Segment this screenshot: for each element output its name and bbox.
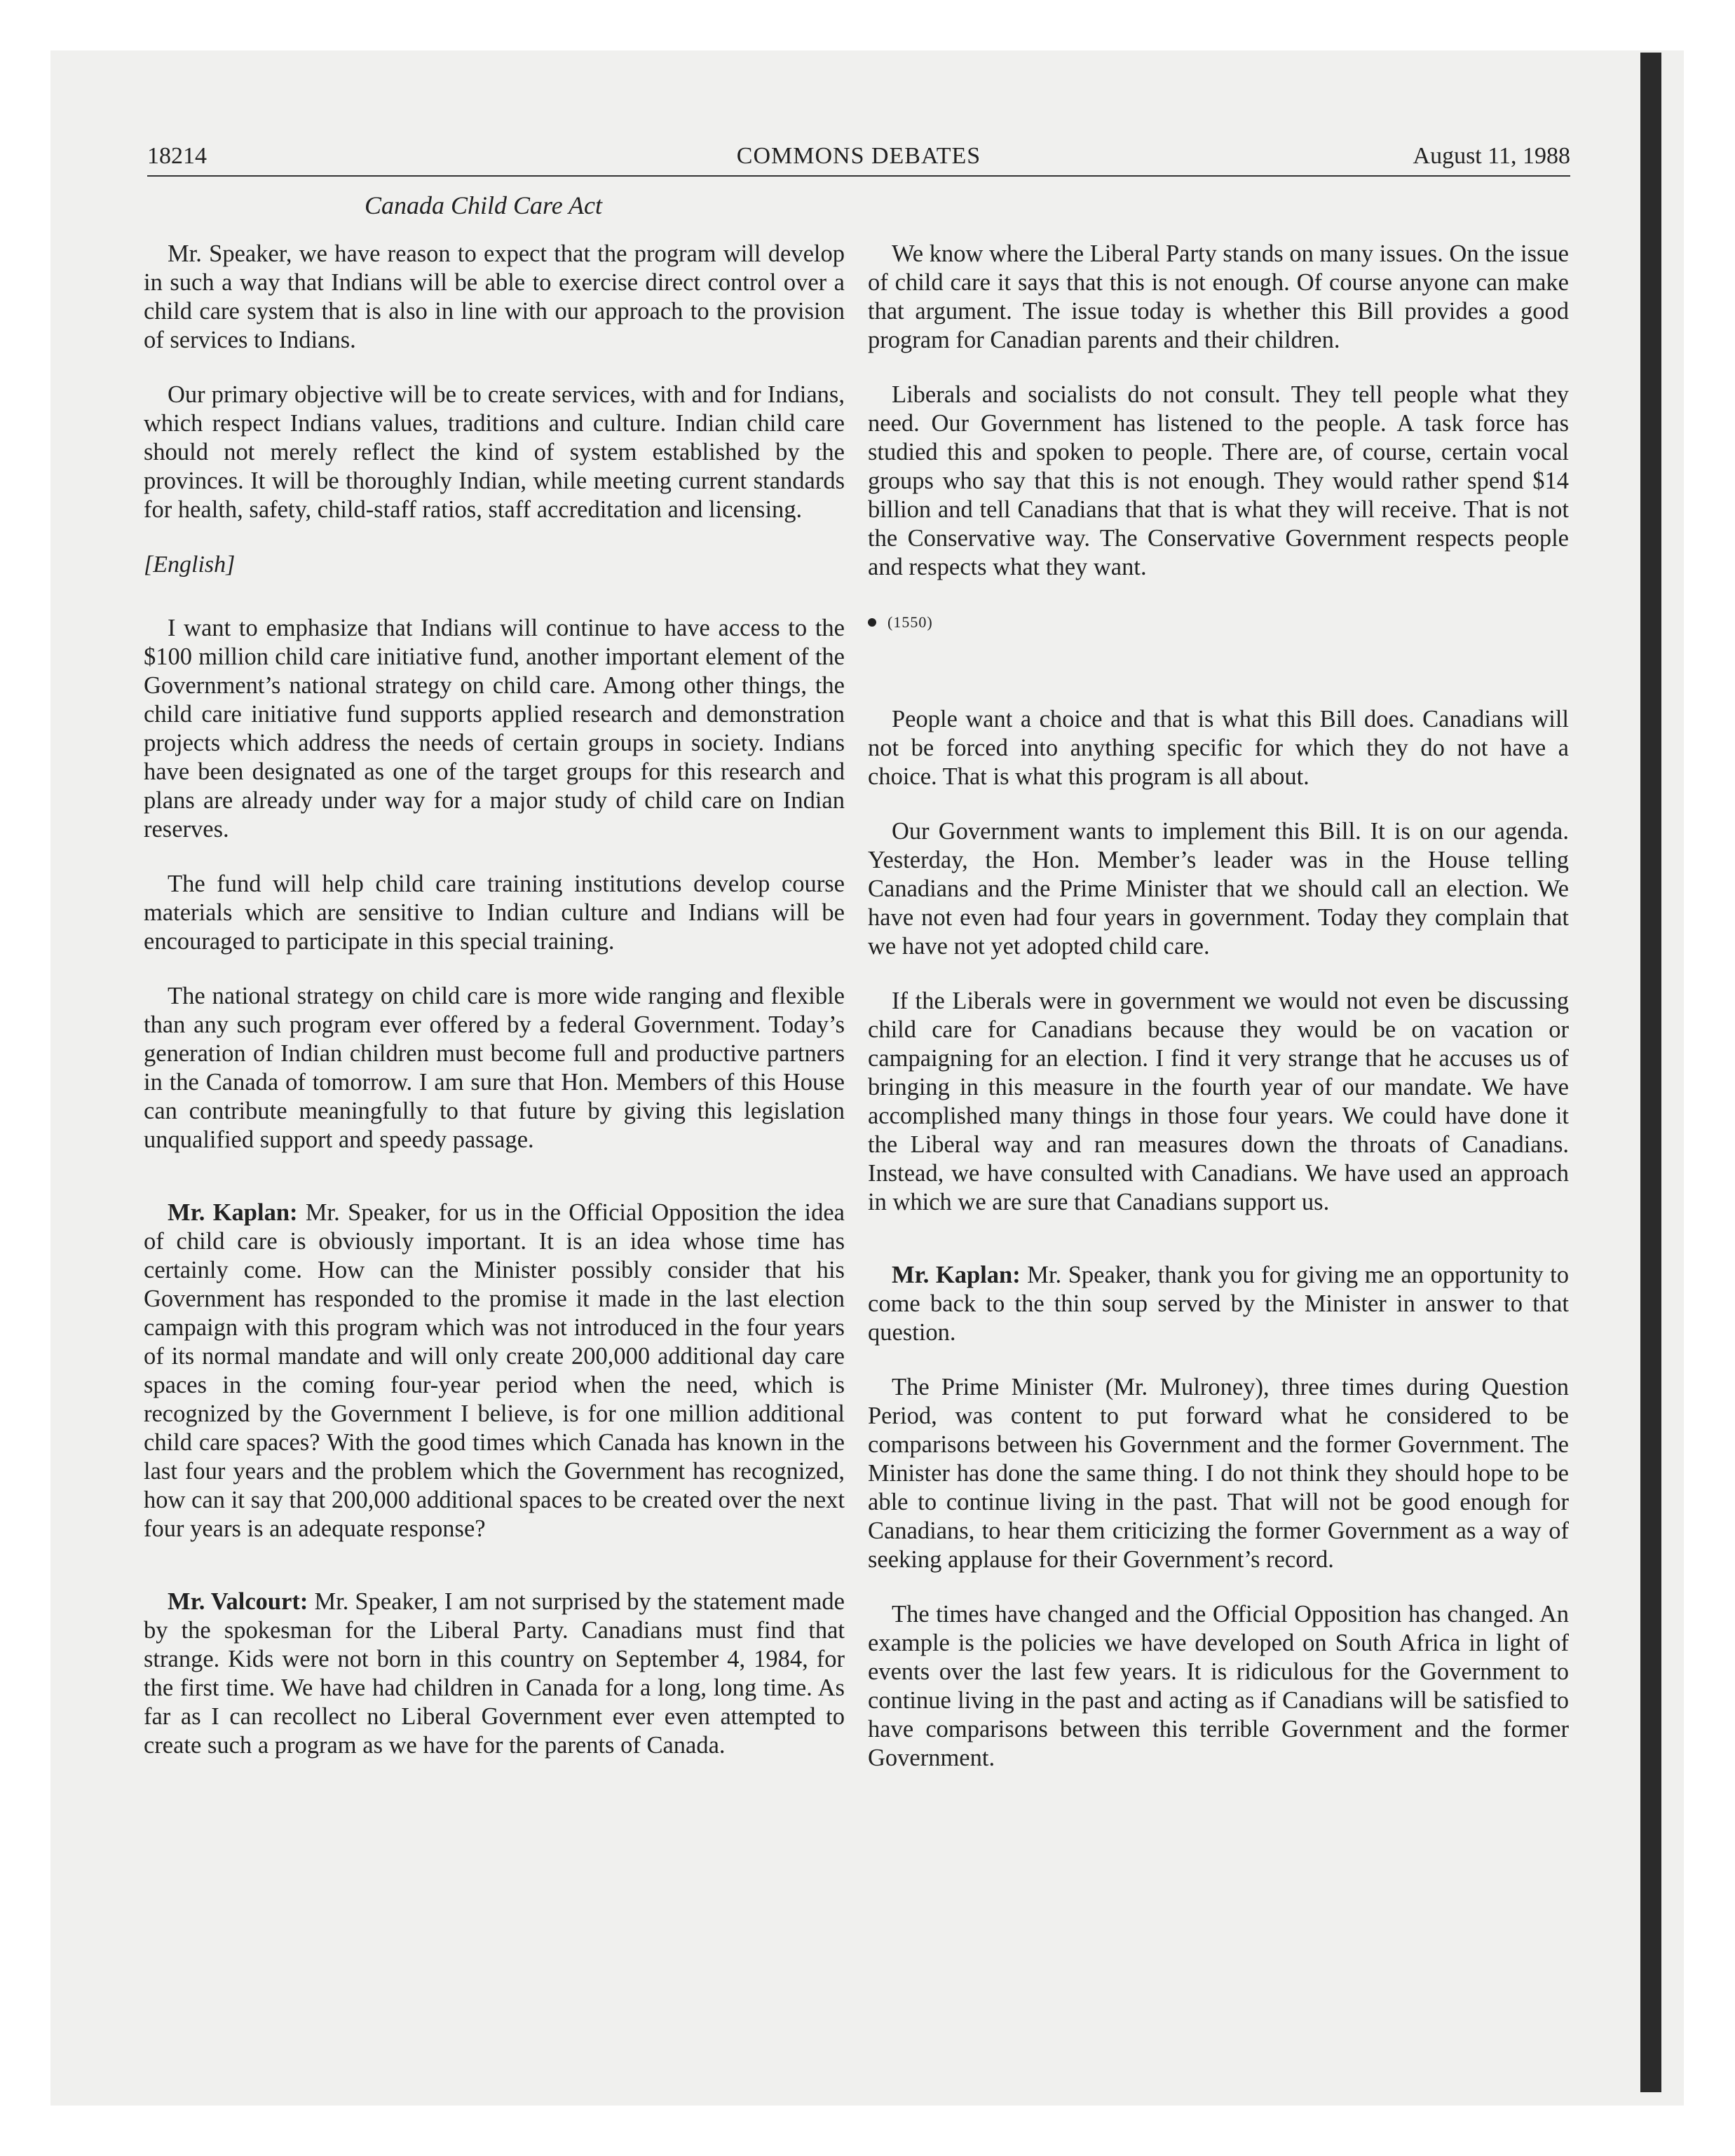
spacer — [144, 1569, 845, 1588]
page-header — [147, 140, 1570, 177]
speech-text: Mr. Speaker, thank you for giving me an opportunity to come back to the thin soup served by the Minister in answer to that question. — [868, 1262, 1569, 1346]
paragraph: Liberals and socialists do not consult. They tell people what they need. Our Government has listened to the people. A task force has studied this and spoken to people. There are, of course, certain vocal groups who say that this is not enough. They would rather spend $14 billion and tell Canadians that that is what they will receive. That is not the Conservative way. The Conservative Government respects people and respects what they want. — [868, 381, 1569, 580]
right-column — [868, 240, 1569, 1799]
paragraph: Mr. Speaker, we have reason to expect that the program will develop in such a way that Indians will be able to exercise direct control over a child care system that is also in line with our approach to the provision of services to Indians. — [144, 240, 845, 353]
paragraph: I want to emphasize that Indians will continue to have access to the $100 million child care initiative fund, another important element of the Government’s national strategy on child care. Among other things, the child care initiative fund supports applied research and demonstration projects which address the needs of certain groups in society. Indians have been designated as one of the target groups for this research and plans are already under way for a major study of child care on Indian reserves. — [144, 615, 845, 842]
scan-edge-bar — [1640, 53, 1661, 2092]
speaker-name: Mr. Kaplan: — [892, 1262, 1021, 1288]
spacer — [868, 664, 1569, 705]
paragraph: The times have changed and the Official Opposition has changed. An example is the policies we have developed on South Africa in light of events over the last few years. It is ridiculous for the Government to continue living in the past and acting as if Canadians will be satisfied to have comparisons between this terrible Government and the former Government. — [868, 1601, 1569, 1771]
paragraph: We know where the Liberal Party stands on many issues. On the issue of child care it says that this is not enough. Of course anyone can make that argument. The issue today is whether this Bill provides a good program for Canadian parents and their children. — [868, 240, 1569, 353]
spacer — [144, 1180, 845, 1199]
speech-text: Mr. Speaker, I am not surprised by the statement made by the spokesman for the Liberal Party. Canadians must find that strange. Kids were not born in this country on September 4, 1984, for the first time. We have had children in Canada for a long, long time. As far as I can recollect no Liberal Government ever even attempted to create such a program as we have for the parents of Canada. — [144, 1588, 845, 1759]
paragraph: People want a choice and that is what this Bill does. Canadians will not be forced into anything specific for which they do not have a choice. That is what this program is all about. — [868, 706, 1569, 790]
page-number: 18214 — [147, 143, 207, 169]
paragraph: The national strategy on child care is more wide ranging and flexible than any such program ever offered by a federal Government. Today’s generation of Indian children must become full and productive partners in the Canada of tomorrow. I am sure that Hon. Members of this House can contribute meaningfully to that future by giving this legislation unqualified support and speedy passage. — [144, 983, 845, 1153]
bullet-icon — [868, 618, 876, 627]
paragraph: Our Government wants to implement this Bill. It is on our agenda. Yesterday, the Hon. Member’s leader was in the House telling Canadians and the Prime Minister that we should call an election. We have not even had four years in government. Today they complain that we have not yet adopted child care. — [868, 818, 1569, 960]
speech-kaplan — [868, 1261, 1569, 1347]
paragraph: The Prime Minister (Mr. Mulroney), three times during Question Period, was content to put forward what he considered to be comparisons between his Government and the former Government. The Minister has done the same thing. I do not think they should hope to be able to continue living in the past. That will not be good enough for Canadians, to hear them criticizing the former Government as a way of seeking applause for their Government’s record. — [868, 1374, 1569, 1573]
speaker-name: Mr. Valcourt: — [168, 1588, 308, 1615]
time-stamp-text: (1550) — [887, 613, 933, 631]
paragraph: The fund will help child care training institutions develop course materials which are sensitive to Indian culture and Indians will be encouraged to participate in this special training. — [144, 871, 845, 955]
time-stamp — [868, 608, 1569, 636]
paragraph: If the Liberals were in government we would not even be discussing child care for Canadians because they would be on vacation or campaigning for an election. I find it very strange that he accuses us of bringing in this measure in the fourth year of our mandate. We have accomplished many things in those four years. We could have done it the Liberal way and ran measures down the throats of Canadians. Instead, we have consulted with Canadians. We have used an approach in which we are sure that Canadians support us. — [868, 988, 1569, 1215]
publication-date: August 11, 1988 — [1413, 143, 1570, 169]
left-column — [144, 240, 845, 1786]
language-marker: [English] — [144, 552, 236, 578]
paragraph: Our primary objective will be to create services, with and for Indians, which respect Indians values, traditions and culture. Indian child care should not merely reflect the kind of system established by the provinces. It will be thoroughly Indian, while meeting current standards for health, safety, child-staff ratios, staff accreditation and licensing. — [144, 381, 845, 523]
section-subtitle: Canada Child Care Act — [365, 191, 603, 219]
speech-valcourt — [144, 1588, 845, 1760]
speech-text: Mr. Speaker, for us in the Official Opposition the idea of child care is obviously important. It is an idea whose time has certainly come. How can the Minister possibly consider that his Government has responded to the promise it made in the last election campaign with this program which was not introduced in the four years of its normal mandate and will only create 200,000 additional day care spaces in the coming four-year period when the need, which is recognized by the Government I believe, is for one million additional child care spaces? With the good times which Canada has known in the last four years and the problem which the Government has recognized, how can it say that 200,000 additional spaces to be created over the next four years is an adequate response? — [144, 1199, 845, 1542]
speaker-name: Mr. Kaplan: — [168, 1199, 298, 1226]
speech-kaplan — [144, 1199, 845, 1543]
publication-title: COMMONS DEBATES — [736, 143, 981, 169]
spacer — [868, 1243, 1569, 1261]
